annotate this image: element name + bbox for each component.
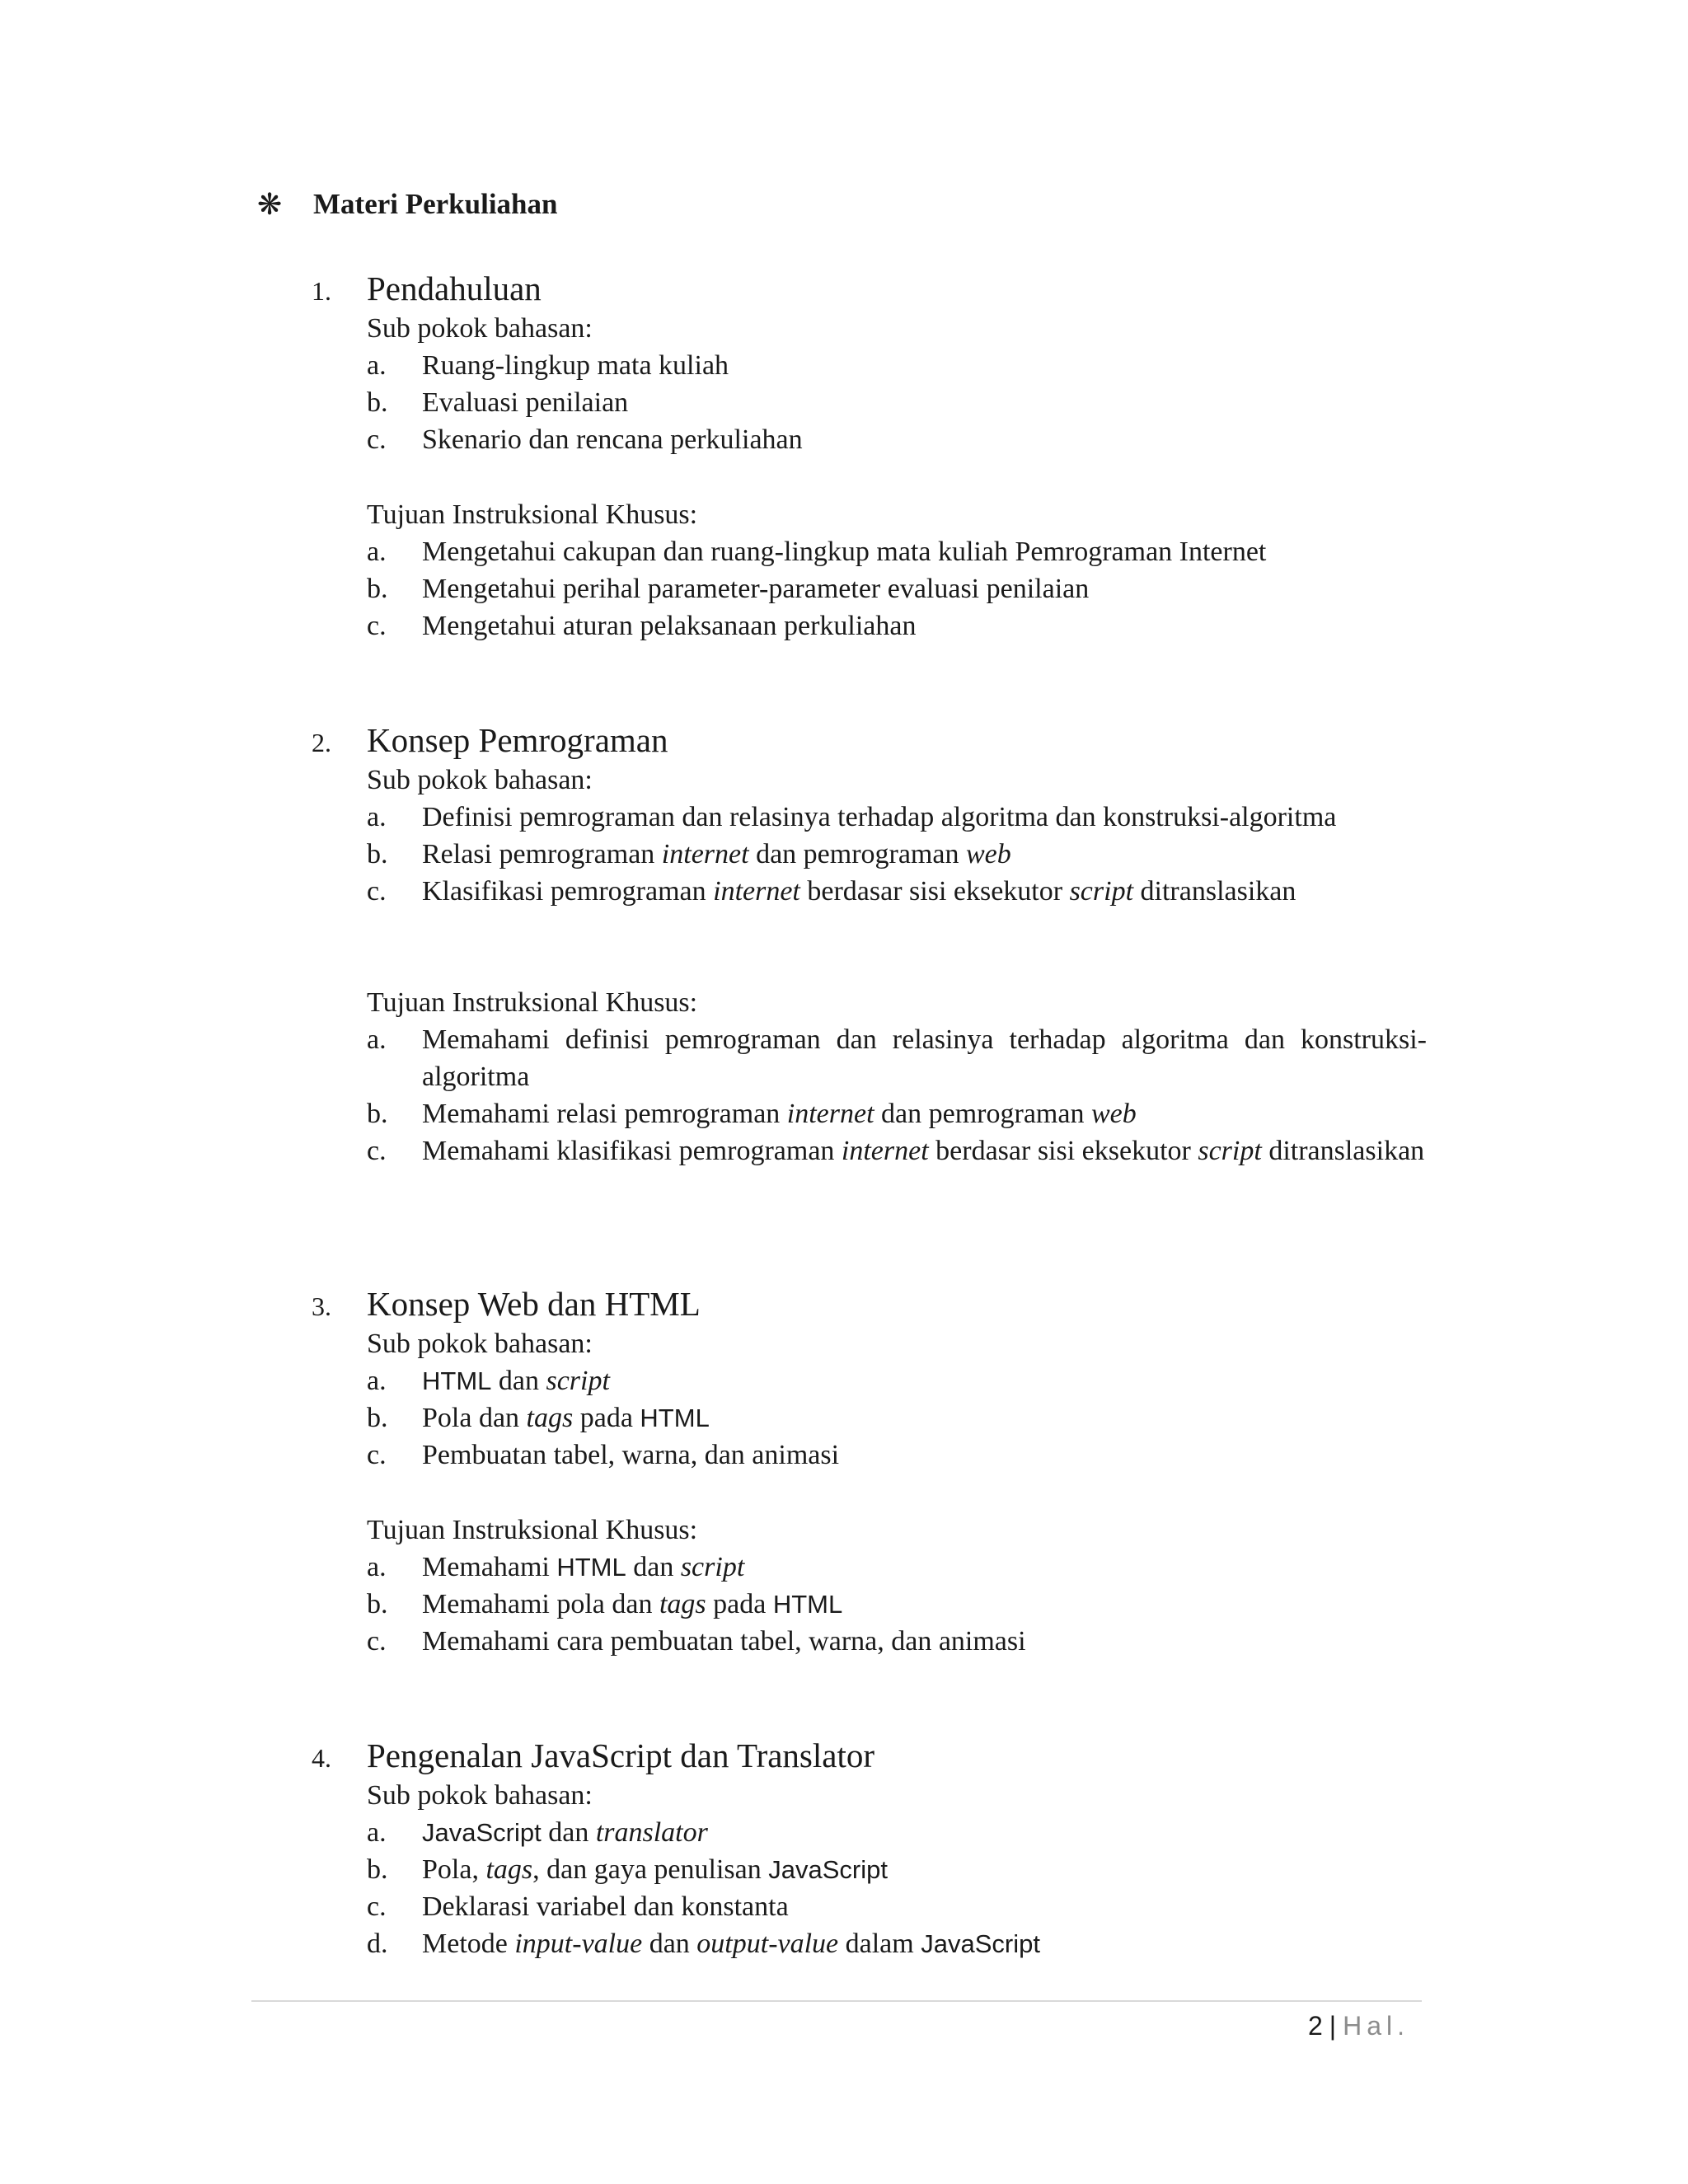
list-item: a. HTML dan script xyxy=(367,1366,610,1396)
list-item: b. Pola dan tags pada HTML xyxy=(367,1403,710,1433)
list-item: a. Memahami HTML dan script xyxy=(367,1552,745,1582)
list-item: c. Mengetahui aturan pelaksanaan perkuliahan xyxy=(367,611,917,641)
chapter-number: 3. xyxy=(312,1291,331,1321)
sub-topics-label: Sub pokok bahasan: xyxy=(367,1780,593,1811)
objectives xyxy=(367,984,1427,1169)
list-item: a. JavaScript dan translator xyxy=(367,1817,708,1848)
sub-topics xyxy=(367,310,1427,458)
section-title: Materi Perkuliahan xyxy=(313,188,558,220)
objectives xyxy=(367,1511,1427,1660)
sub-topics xyxy=(367,1325,1427,1474)
sub-topics xyxy=(367,1777,1427,1962)
list-item: c. Memahami cara pembuatan tabel, warna, dan animasi xyxy=(367,1626,1026,1657)
sub-topics-label: Sub pokok bahasan: xyxy=(367,313,593,344)
sub-topics-label: Sub pokok bahasan: xyxy=(367,765,593,795)
list-item: b. Memahami relasi pemrograman internet dan pemrograman web xyxy=(367,1099,1137,1129)
list-item: c. Deklarasi variabel dan konstanta xyxy=(367,1891,789,1922)
list-item: b. Relasi pemrograman internet dan pemrograman web xyxy=(367,839,1011,869)
chapter-title: Konsep Web dan HTML xyxy=(367,1285,701,1323)
list-item: b. Pola, tags, dan gaya penulisan JavaScript xyxy=(367,1854,888,1885)
objectives xyxy=(367,496,1427,644)
list-item: a. Definisi pemrograman dan relasinya terhadap algoritma dan konstruksi-algoritma xyxy=(367,802,1337,832)
list-item: b. Memahami pola dan tags pada HTML xyxy=(367,1589,843,1619)
list-item: b. Evaluasi penilaian xyxy=(367,387,629,418)
objectives-label: Tujuan Instruksional Khusus: xyxy=(367,987,698,1018)
chapter-title: Pendahuluan xyxy=(367,269,542,307)
list-item: c. Memahami klasifikasi pemrograman internet berdasar sisi eksekutor script ditranslasikan xyxy=(367,1136,1425,1166)
list-item: d. Metode input-value dan output-value dalam JavaScript xyxy=(367,1929,1040,1959)
list-item: c. Pembuatan tabel, warna, dan animasi xyxy=(367,1440,840,1470)
list-item: c. Klasifikasi pemrograman internet berdasar sisi eksekutor script ditranslasikan xyxy=(367,876,1296,907)
list-item: a. Ruang-lingkup mata kuliah xyxy=(367,350,729,381)
footer-divider xyxy=(251,2000,1422,2002)
chapter-number: 1. xyxy=(312,276,331,306)
list-item: c. Skenario dan rencana perkuliahan xyxy=(367,424,803,455)
page-number: 2 xyxy=(1307,2011,1323,2041)
sub-topics xyxy=(367,762,1427,910)
chapter-title: Pengenalan JavaScript dan Translator xyxy=(367,1736,875,1774)
list-item: a. Mengetahui cakupan dan ruang-lingkup mata kuliah Pemrograman Internet xyxy=(367,537,1267,567)
chapter-title: Konsep Pemrograman xyxy=(367,721,668,759)
sub-topics-label: Sub pokok bahasan: xyxy=(367,1329,593,1359)
list-item: b. Mengetahui perihal parameter-parameter evaluasi penilaian xyxy=(367,574,1090,604)
list-item: a. Memahami definisi pemrograman dan relasinya terhadap algoritma dan konstruksi-algoritma xyxy=(367,1024,1427,1092)
objectives-label: Tujuan Instruksional Khusus: xyxy=(367,1515,698,1545)
footer-separator: | xyxy=(1329,2011,1337,2041)
page-label: Hal. xyxy=(1343,2011,1409,2041)
objectives-label: Tujuan Instruksional Khusus: xyxy=(367,499,698,530)
chapter-number: 2. xyxy=(312,728,331,757)
page-footer xyxy=(1286,2009,1409,2042)
chapter-number: 4. xyxy=(312,1743,331,1773)
asterisk-bullet-icon: ❋ xyxy=(257,188,283,221)
